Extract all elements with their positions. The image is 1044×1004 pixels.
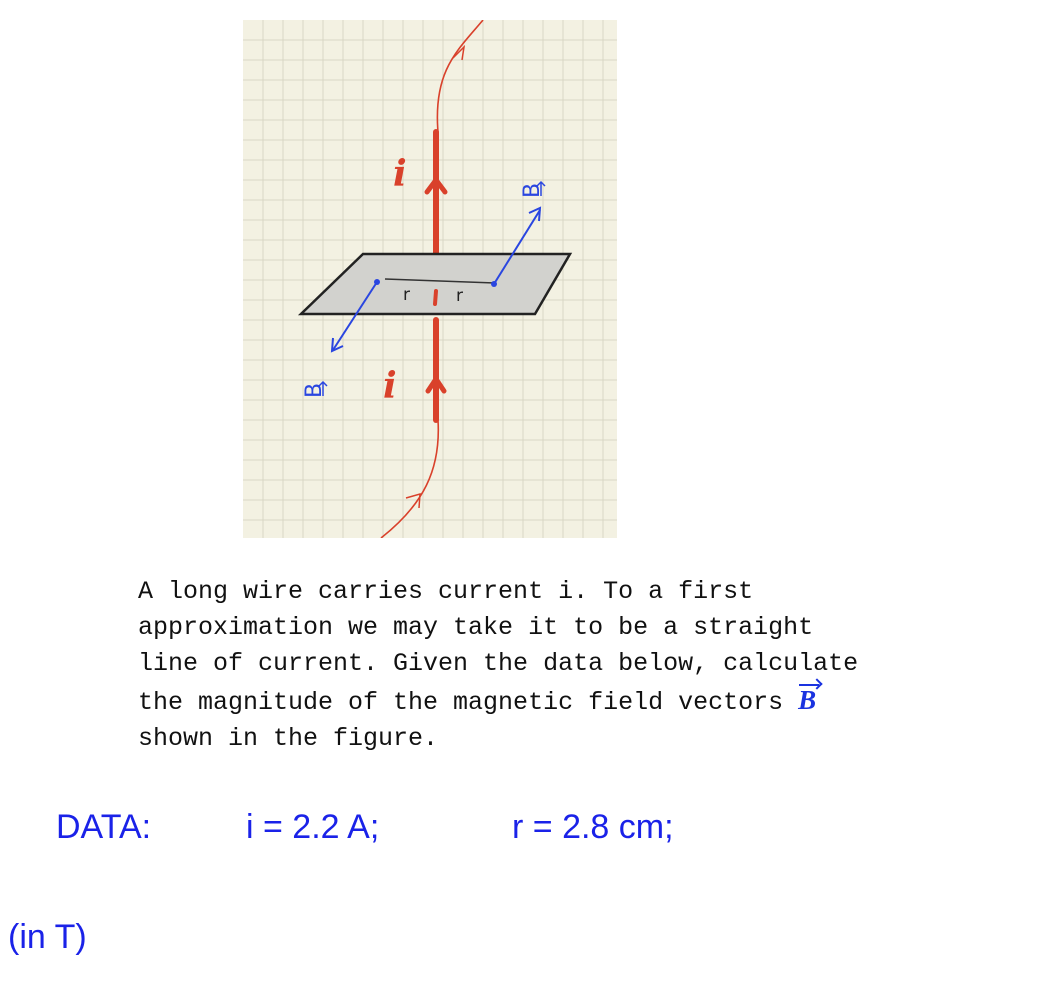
radius-label-left: r <box>403 285 410 305</box>
field-vector-left-origin <box>374 279 380 285</box>
radius-label-right: r <box>456 286 463 306</box>
answer-units-note: (in T) <box>8 918 87 956</box>
field-label-right <box>520 182 545 198</box>
field-vector-symbol <box>798 682 816 718</box>
wire-inside-plane <box>435 291 436 304</box>
data-radius-value: r = 2.8 cm; <box>512 808 674 846</box>
problem-text-main: A long wire carries current i. To a first approximation we may take it to be a straight line of current. Given the data below, calculate the magnitude of the magnetic field vectors <box>138 577 859 717</box>
field-label-left-letter: B <box>302 382 327 398</box>
vector-symbol-letter: B <box>798 685 817 715</box>
current-label-upper: i <box>393 153 407 195</box>
problem-text-end: shown in the figure. <box>138 724 439 753</box>
problem-statement <box>138 574 1028 757</box>
current-label-lower: i <box>383 365 397 407</box>
data-current-value: i = 2.2 A; <box>246 808 380 846</box>
field-label-right-letter: B <box>520 182 545 198</box>
field-label-left <box>302 382 327 398</box>
vector-arrow-icon <box>799 684 819 686</box>
data-label: DATA: <box>56 808 152 846</box>
wire-field-figure <box>243 20 617 538</box>
field-vector-right-origin <box>491 281 497 287</box>
